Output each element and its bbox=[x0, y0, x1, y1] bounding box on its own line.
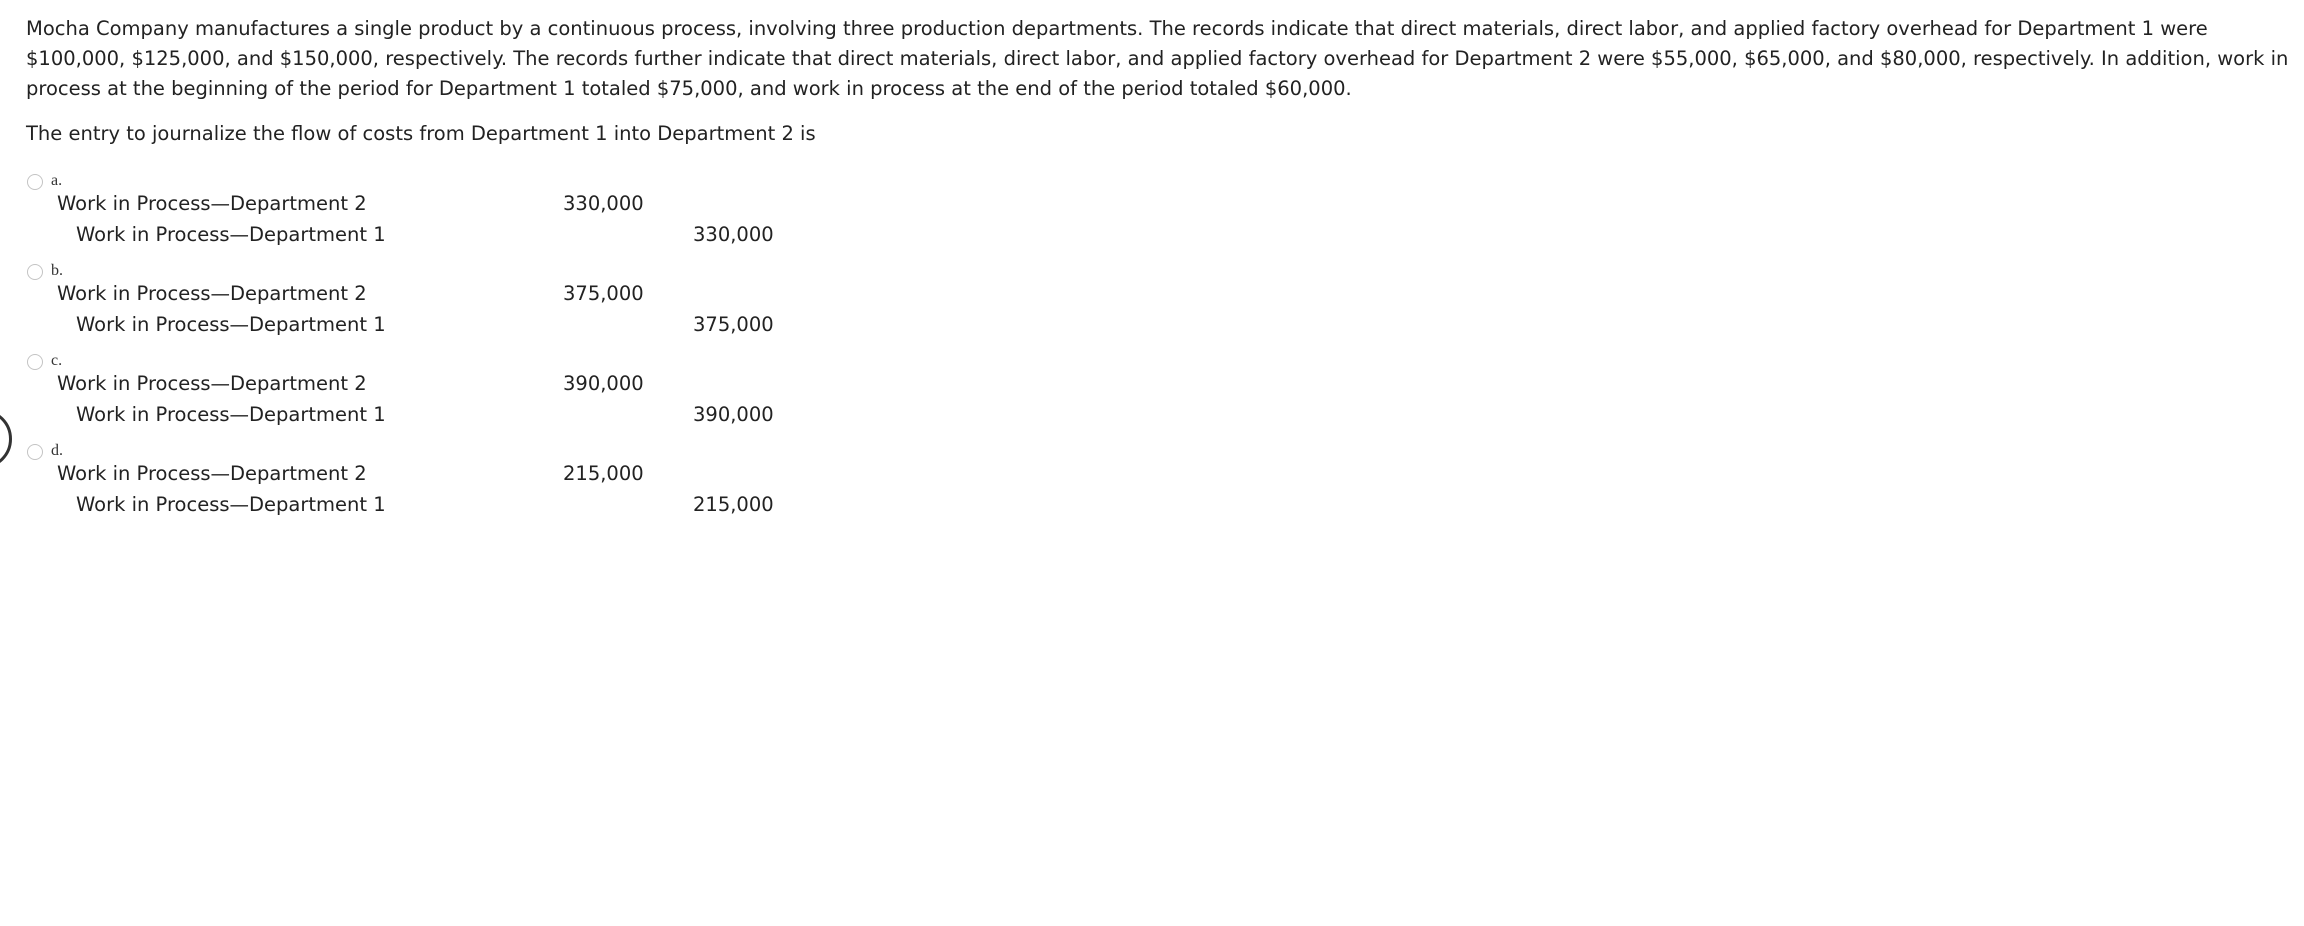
credit-amount: 375,000 bbox=[693, 313, 774, 336]
credit-account: Work in Process—Department 1 bbox=[76, 493, 386, 516]
credit-account: Work in Process—Department 1 bbox=[76, 313, 386, 336]
answer-option-c[interactable] bbox=[0, 352, 900, 440]
answer-option-a[interactable] bbox=[0, 172, 900, 260]
debit-account: Work in Process—Department 2 bbox=[57, 462, 367, 485]
question-text: Mocha Company manufactures a single product by a continuous process, involving three production departments. The records indicate that direct materials, direct labor, and applied factory overhead for Department 1 were $100,000, $125,000, and $150,000, respectively. The records further indicate that direct materials, direct labor, and applied factory overhead for Department 2 were $55,000, $65,000, and $80,000, respectively. In addition, work in process at the beginning of the period for Department 1 totaled $75,000, and work in process at the end of the period totaled $60,000. bbox=[26, 17, 2289, 100]
credit-amount: 215,000 bbox=[693, 493, 774, 516]
credit-account: Work in Process—Department 1 bbox=[76, 403, 386, 426]
answer-options bbox=[0, 0, 900, 926]
option-letter: d. bbox=[51, 442, 63, 459]
option-letter: b. bbox=[51, 262, 63, 279]
radio-button-option-b[interactable] bbox=[27, 264, 43, 280]
credit-account: Work in Process—Department 1 bbox=[76, 223, 386, 246]
answer-option-d[interactable] bbox=[0, 442, 900, 530]
credit-amount: 330,000 bbox=[693, 223, 774, 246]
question-prompt: The entry to journalize the flow of costs from Department 1 into Department 2 is bbox=[26, 122, 816, 145]
answer-option-b[interactable] bbox=[0, 262, 900, 350]
debit-amount: 330,000 bbox=[563, 192, 644, 215]
radio-button-option-c[interactable] bbox=[27, 354, 43, 370]
debit-amount: 390,000 bbox=[563, 372, 644, 395]
radio-button-option-a[interactable] bbox=[27, 174, 43, 190]
debit-account: Work in Process—Department 2 bbox=[57, 282, 367, 305]
debit-account: Work in Process—Department 2 bbox=[57, 372, 367, 395]
radio-button-option-d[interactable] bbox=[27, 444, 43, 460]
debit-amount: 215,000 bbox=[563, 462, 644, 485]
debit-account: Work in Process—Department 2 bbox=[57, 192, 367, 215]
option-letter: c. bbox=[51, 352, 63, 369]
debit-amount: 375,000 bbox=[563, 282, 644, 305]
credit-amount: 390,000 bbox=[693, 403, 774, 426]
option-letter: a. bbox=[51, 172, 63, 189]
